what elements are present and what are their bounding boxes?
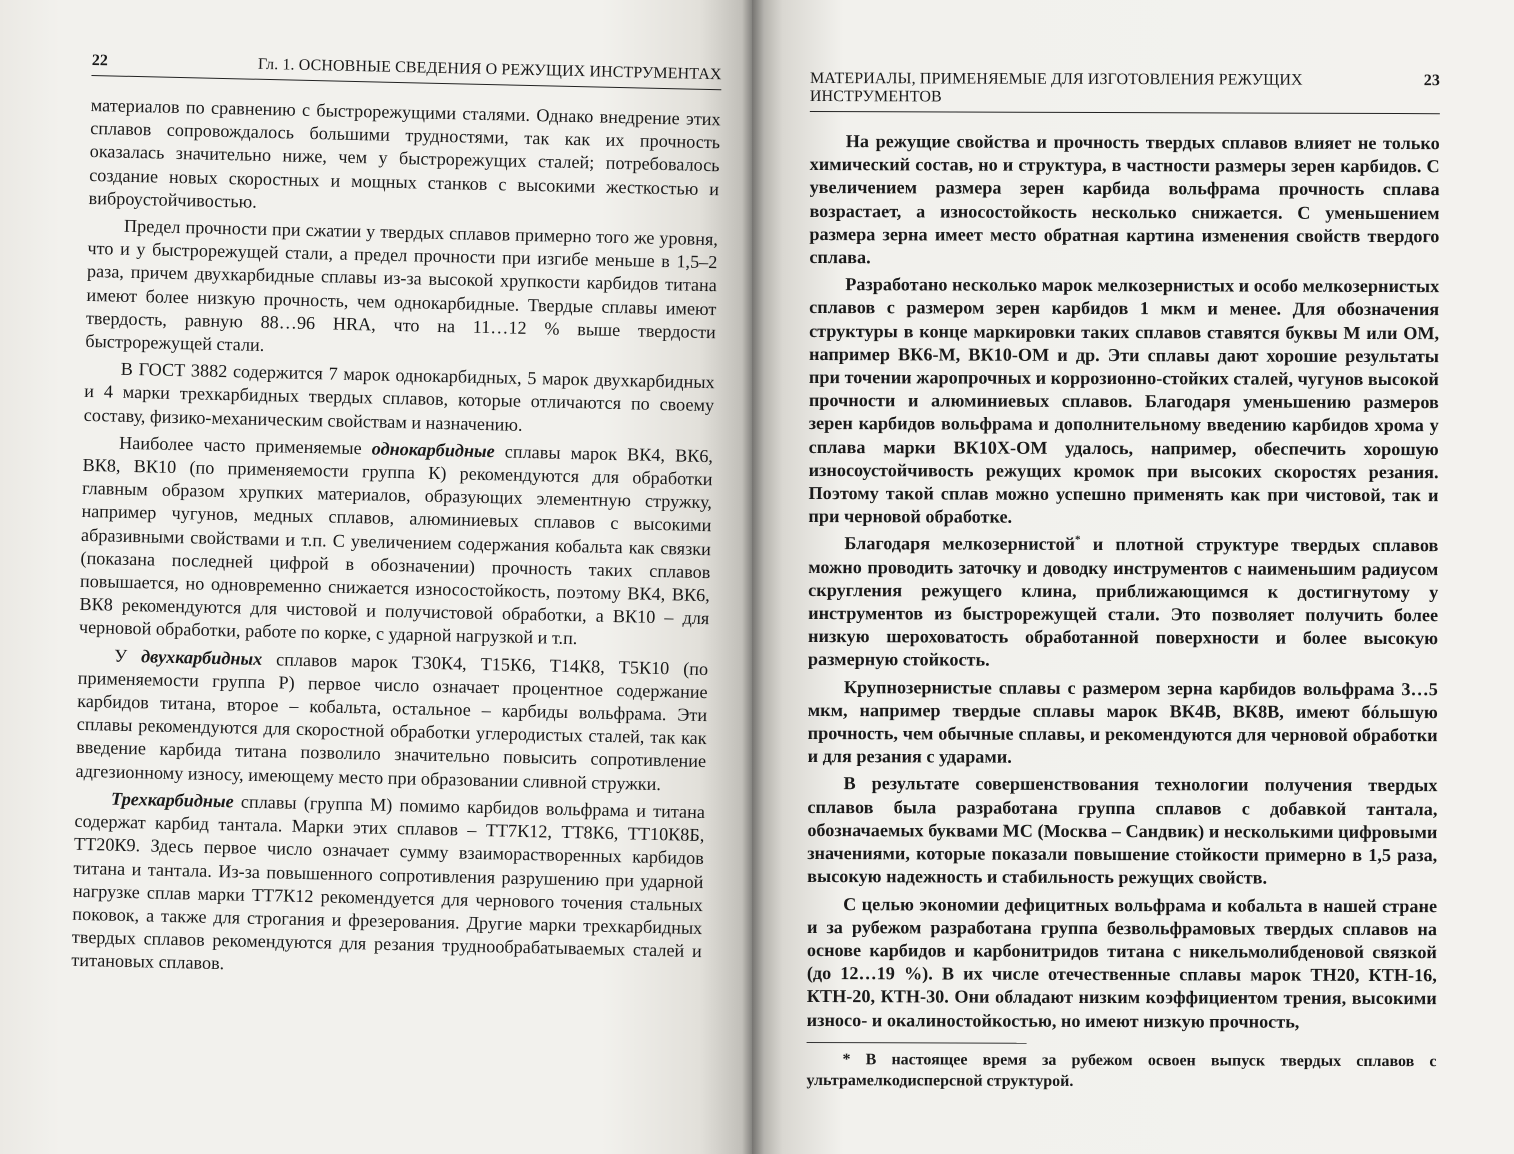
left-page [0, 0, 752, 1154]
right-page [752, 0, 1514, 1154]
right-running-header [810, 70, 1440, 114]
left-p4-lead: Наиболее часто применяемые [118, 432, 372, 459]
left-running-head: Гл. 1. ОСНОВНЫЕ СВЕДЕНИЯ О РЕЖУЩИХ ИНСТРУМЕНТАХ [257, 55, 722, 84]
right-paragraph-3 [808, 532, 1438, 673]
right-p3-lead: Благодаря мелкозернистой [844, 533, 1076, 555]
left-p6-rest: сплавы (группа М) помимо карбидов вольфрама и титана содержат карбид тантала. Марки этих сплавов – ТТ7К12, ТТ8К6, ТТ10К8Б, ТТ20К9. Здесь первое число означает сумму взаиморастворенных карбидов титана и тантала. Из-за повышенного сопротивления разрушению при ударной нагрузке сплав марки ТТ7К12 рекомендуется для чернового точения стальных поковок, а также для строгания и фрезерования. Другие марки трехкарбидных твердых сплавов рекомендуются для резания труднообрабатываемых сталей и титановых сплавов. [71, 791, 706, 974]
left-running-header [91, 52, 721, 90]
term-odnokarbidnye: однокарбидные [371, 438, 495, 462]
footnote-divider [807, 1042, 1027, 1044]
left-paragraph-2: Предел прочности при сжатии у твердых сплавов примерно того же уровня, что и у быстрорежущей стали, а предел прочности при изгибе меньше в 1,5–2 раза, причем двухкарбидные сплавы из-за высокой хрупкости карбидов титана имеют более низкую прочность, чем однокарбидные. Твердые сплавы имеют твердость, равную 88…96 HRA, что на 11…12 % выше твердости быстрорежущей стали. [85, 215, 719, 356]
left-body-text [71, 94, 721, 987]
term-bezvolframovye: безвольфрамовых твердых сплавов [1106, 917, 1409, 939]
right-p3-rest: и плотной структуре твердых сплавов можно проводить заточку и доводку инструментов с наименьшим радиусом скругления режущего клина, приближающимся к достигнутому у инструментов из быстрорежущей стали. Это позволяет получить более низкую шероховатость обработанной поверхности и более высокую размерную стойкость. [807, 534, 1439, 671]
footnote-mark: * [842, 1050, 851, 1068]
right-paragraph-4: Крупнозернистые сплавы с размером зерна карбидов вольфрама 3…5 мкм, например твердые сплавы марок ВК4В, ВК8В, имеют бóльшую прочность, чем обычные сплавы, и рекомендуются для черновой обработки и для резания с ударами. [807, 676, 1438, 767]
right-p6-rest: на основе карбидов и карбонитридов титана с никельмолибденовой связкой (до 12…19 %). В их числе отечественные сплавы марок ТН20, КТН-16, КТН-20, КТН-30. Они обладают низким коэффициентом трения, высокими износо- и окалиностойкостью, но имеют низкую прочность, [806, 918, 1438, 1032]
left-page-content [71, 52, 722, 991]
right-paragraph-6 [807, 892, 1437, 1033]
right-paragraph-1: На режущие свойства и прочность твердых сплавов влияет не только химический состав, но и структура, в частности размеры зерен карбидов. С увеличением размера зерен карбида вольфрама прочность сплава возрастает, а износостойкость несколько снижается. С уменьшением размера зерна имеет место обратная картина изменения свойств твердого сплава. [809, 131, 1440, 268]
left-paragraph-1: материалов по сравнению с быстрорежущими сталями. Однако внедрение этих сплавов сопровождалось большими трудностями, так как их прочность оказалась значительно ниже, чем у быстрорежущих сталей; потребовалось создание новых скоростных и мощных станков с высокими жесткостью и виброустойчивостью. [88, 94, 721, 212]
right-p6-lead: С целью экономии дефицитных вольфрама и кобальта в нашей стране и за рубежом разработана группа [806, 893, 1438, 938]
term-dvukhkarbidnye: двухкарбидных [140, 645, 263, 669]
left-p4-rest: сплавы марок ВК4, ВК6, ВК8, ВК10 (по применяемости группа К) рекомендуются для обработки главным образом хрупких материалов, образующих элементную стружку, например чугунов, медных сплавов, алюминиевых сплавов с высокими абразивными свойствами и т.п. С увеличением содержания кобальта как связки (показана последней цифрой в обозначении) прочность таких сплавов повышается, но одновременно снижается износостойкость, поэтому ВК4, ВК6, ВК8 рекомендуются для чистовой и получистовой обработки, а ВК10 – для черновой обработки, работе по корке, с ударной нагрузкой и т.п. [78, 441, 714, 649]
right-body-text [806, 130, 1439, 1093]
right-page-content [806, 70, 1440, 1097]
left-p5-rest: сплавов марок Т30К4, Т15К6, Т14К8, Т5К10 (по применяемости группа Р) первое число означает процентное содержание карбидов титана, второе – кобальта, остальное – карбиды вольфрама. Эти сплавы рекомендуются для скоростной обработки углеродистых сталей, так как введение карбида титана позволило значительно повысить сопротивление адгезионному износу, имеющему место при образовании сливной стружки. [75, 648, 709, 794]
footnote-reference: * [1075, 534, 1081, 547]
right-running-head: МАТЕРИАЛЫ, ПРИМЕНЯЕМЫЕ ДЛЯ ИЗГОТОВЛЕНИЯ РЕЖУЩИХ ИНСТРУМЕНТОВ [809, 70, 1303, 106]
right-paragraph-2: Разработано несколько марок мелкозернистых и особо мелкозернистых сплавов с размером зерен карбидов 1 мкм и менее. Для обозначения структуры в конце маркировки таких сплавов ставятся буквы М или ОМ, например ВК6-М, ВК10-ОМ и др. Эти сплавы дают хорошие результаты при точении жаропрочных и коррозионно-стойких сталей, чугунов высокой прочности и алюминиевых сплавов. Благодаря уменьшению размеров зерен карбидов вольфрама и дополнительному введению карбидов хрома у сплава марки ВК10Х-ОМ удалось, например, обеспечить хорошую износоустойчивость режущих кромок при высоких скоростях резания. Поэтому такой сплав можно успешно применять как при чистовой, так и при черновой обработке. [808, 274, 1440, 527]
footnote-text: В настоящее время за рубежом освоен выпуск твердых сплавов с ультрамелкодисперсной структурой. [806, 1050, 1437, 1090]
left-paragraph-6 [71, 787, 705, 987]
book-gutter-shadow [742, 0, 764, 1154]
left-page-number: 22 [91, 52, 109, 70]
footnote [806, 1049, 1436, 1093]
term-trekhkarbidnye: Трехкарбидные [110, 788, 234, 812]
left-paragraph-3: В ГОСТ 3882 содержится 7 марок однокарбидных, 5 марок двухкарбидных и 4 марки трехкарбидных твердых сплавов, которые отличаются по своему составу, физико-механическим свойствам и назначению. [83, 358, 715, 435]
left-paragraph-5 [75, 644, 708, 797]
left-p5-lead: У [114, 645, 142, 666]
left-paragraph-4 [79, 431, 714, 654]
right-page-number: 23 [1423, 72, 1440, 90]
right-paragraph-5: В результате совершенствования технологии получения твердых сплавов была разработана группа сплавов с добавкой тантала, обозначаемых буквами МС (Москва – Сандвик) и несколькими цифровыми значениями, которые показали повышение стойкости примерно в 1,5 раза, высокую надежность и стабильность режущих свойств. [807, 773, 1438, 888]
